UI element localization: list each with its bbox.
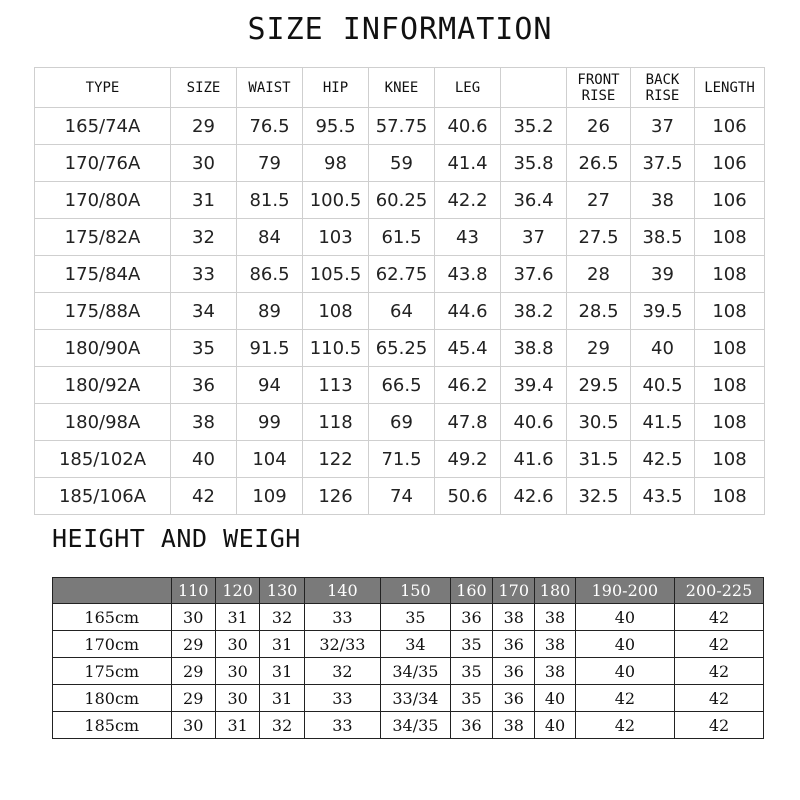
table-cell: 42	[675, 604, 764, 631]
table-cell: 57.75	[369, 108, 435, 145]
table-cell: 42	[171, 478, 237, 515]
size-column-header: BACK RISE	[631, 68, 695, 108]
table-cell: 32	[260, 604, 304, 631]
table-cell: 30	[215, 685, 259, 712]
table-cell: 31.5	[567, 441, 631, 478]
table-cell: 40	[535, 685, 575, 712]
table-cell: 28	[567, 256, 631, 293]
table-cell: 110.5	[303, 330, 369, 367]
table-cell: 95.5	[303, 108, 369, 145]
table-cell: 36.4	[501, 182, 567, 219]
table-cell: 74	[369, 478, 435, 515]
size-column-header: LENGTH	[695, 68, 765, 108]
size-column-header	[501, 68, 567, 108]
table-cell: 84	[237, 219, 303, 256]
table-cell: 65.25	[369, 330, 435, 367]
table-cell: 31	[260, 658, 304, 685]
table-cell: 29.5	[567, 367, 631, 404]
size-column-header: FRONT RISE	[567, 68, 631, 108]
table-cell: 175cm	[53, 658, 172, 685]
table-row	[35, 367, 765, 404]
table-cell: 105.5	[303, 256, 369, 293]
table-cell: 43.8	[435, 256, 501, 293]
table-cell: 165/74A	[35, 108, 171, 145]
table-row	[35, 219, 765, 256]
table-cell: 30	[215, 631, 259, 658]
table-cell: 42	[675, 658, 764, 685]
table-cell: 32/33	[304, 631, 380, 658]
weight-column-header: 110	[171, 578, 215, 604]
table-cell: 37	[631, 108, 695, 145]
table-cell: 31	[215, 712, 259, 739]
table-cell: 40	[535, 712, 575, 739]
table-cell: 76.5	[237, 108, 303, 145]
table-cell: 33/34	[380, 685, 450, 712]
table-cell: 175/82A	[35, 219, 171, 256]
table-cell: 35	[380, 604, 450, 631]
table-row	[53, 685, 764, 712]
table-cell: 30	[171, 604, 215, 631]
table-cell: 30	[171, 712, 215, 739]
table-cell: 42	[675, 685, 764, 712]
table-cell: 180/90A	[35, 330, 171, 367]
table-row	[35, 441, 765, 478]
table-cell: 35	[450, 631, 492, 658]
table-cell: 26	[567, 108, 631, 145]
table-cell: 40.6	[501, 404, 567, 441]
table-cell: 185/102A	[35, 441, 171, 478]
table-cell: 40	[575, 658, 674, 685]
table-cell: 180cm	[53, 685, 172, 712]
table-cell: 113	[303, 367, 369, 404]
table-cell: 108	[695, 330, 765, 367]
table-cell: 118	[303, 404, 369, 441]
table-cell: 30	[215, 658, 259, 685]
table-cell: 170/80A	[35, 182, 171, 219]
table-cell: 38	[535, 631, 575, 658]
table-cell: 31	[260, 631, 304, 658]
table-row	[35, 145, 765, 182]
table-cell: 35	[450, 658, 492, 685]
table-cell: 106	[695, 108, 765, 145]
table-cell: 34	[171, 293, 237, 330]
size-information-title: SIZE INFORMATION	[247, 12, 553, 47]
table-cell: 32	[304, 658, 380, 685]
table-cell: 29	[171, 658, 215, 685]
table-cell: 26.5	[567, 145, 631, 182]
size-column-header: TYPE	[35, 68, 171, 108]
table-cell: 175/84A	[35, 256, 171, 293]
table-row	[35, 293, 765, 330]
table-row	[53, 658, 764, 685]
table-cell: 71.5	[369, 441, 435, 478]
table-cell: 33	[304, 604, 380, 631]
table-row	[53, 631, 764, 658]
table-cell: 36	[493, 631, 535, 658]
weight-column-header: 170	[493, 578, 535, 604]
table-cell: 61.5	[369, 219, 435, 256]
size-information-table	[34, 67, 765, 515]
size-column-header: HIP	[303, 68, 369, 108]
table-cell: 42.6	[501, 478, 567, 515]
size-column-header: KNEE	[369, 68, 435, 108]
table-cell: 30.5	[567, 404, 631, 441]
table-cell: 29	[171, 108, 237, 145]
table-cell: 94	[237, 367, 303, 404]
table-cell: 27.5	[567, 219, 631, 256]
table-cell: 43.5	[631, 478, 695, 515]
table-cell: 100.5	[303, 182, 369, 219]
weight-column-header: 160	[450, 578, 492, 604]
table-cell: 31	[215, 604, 259, 631]
table-cell: 104	[237, 441, 303, 478]
table-cell: 40	[171, 441, 237, 478]
table-cell: 29	[171, 685, 215, 712]
weight-column-header: 140	[304, 578, 380, 604]
table-row	[35, 478, 765, 515]
table-cell: 108	[695, 256, 765, 293]
table-cell: 33	[171, 256, 237, 293]
table-cell: 36	[450, 712, 492, 739]
table-cell: 91.5	[237, 330, 303, 367]
table-cell: 34/35	[380, 712, 450, 739]
size-header-row	[35, 68, 765, 108]
table-cell: 99	[237, 404, 303, 441]
table-cell: 38.8	[501, 330, 567, 367]
table-cell: 37	[501, 219, 567, 256]
table-cell: 41.6	[501, 441, 567, 478]
table-cell: 36	[171, 367, 237, 404]
table-row	[35, 108, 765, 145]
table-cell: 38	[535, 604, 575, 631]
table-cell: 180/98A	[35, 404, 171, 441]
table-cell: 38	[631, 182, 695, 219]
table-cell: 50.6	[435, 478, 501, 515]
table-cell: 64	[369, 293, 435, 330]
table-cell: 108	[695, 478, 765, 515]
table-row	[53, 712, 764, 739]
table-cell: 31	[171, 182, 237, 219]
table-cell: 35	[171, 330, 237, 367]
table-cell: 108	[695, 293, 765, 330]
table-cell: 43	[435, 219, 501, 256]
table-cell: 42	[575, 685, 674, 712]
table-cell: 38.5	[631, 219, 695, 256]
table-cell: 126	[303, 478, 369, 515]
table-cell: 185/106A	[35, 478, 171, 515]
table-cell: 38.2	[501, 293, 567, 330]
table-cell: 60.25	[369, 182, 435, 219]
table-cell: 42.5	[631, 441, 695, 478]
table-cell: 49.2	[435, 441, 501, 478]
table-cell: 69	[369, 404, 435, 441]
weight-column-header	[53, 578, 172, 604]
table-cell: 40	[575, 604, 674, 631]
table-row	[35, 330, 765, 367]
table-cell: 30	[171, 145, 237, 182]
table-cell: 89	[237, 293, 303, 330]
table-cell: 42	[575, 712, 674, 739]
weight-column-header: 150	[380, 578, 450, 604]
table-cell: 40	[631, 330, 695, 367]
table-cell: 108	[695, 219, 765, 256]
table-row	[35, 182, 765, 219]
table-cell: 79	[237, 145, 303, 182]
table-cell: 66.5	[369, 367, 435, 404]
table-cell: 38	[493, 604, 535, 631]
height-weight-table	[52, 577, 764, 739]
table-cell: 62.75	[369, 256, 435, 293]
table-cell: 36	[450, 604, 492, 631]
table-cell: 32	[171, 219, 237, 256]
table-cell: 103	[303, 219, 369, 256]
table-cell: 81.5	[237, 182, 303, 219]
table-cell: 40.6	[435, 108, 501, 145]
table-cell: 42	[675, 712, 764, 739]
table-cell: 98	[303, 145, 369, 182]
table-cell: 42	[675, 631, 764, 658]
table-cell: 39	[631, 256, 695, 293]
table-cell: 29	[567, 330, 631, 367]
table-cell: 32.5	[567, 478, 631, 515]
table-cell: 175/88A	[35, 293, 171, 330]
table-cell: 165cm	[53, 604, 172, 631]
size-column-header: WAIST	[237, 68, 303, 108]
table-cell: 28.5	[567, 293, 631, 330]
table-cell: 34/35	[380, 658, 450, 685]
size-column-header: LEG	[435, 68, 501, 108]
weight-column-header: 120	[215, 578, 259, 604]
table-cell: 36	[493, 658, 535, 685]
table-cell: 46.2	[435, 367, 501, 404]
table-row	[35, 256, 765, 293]
table-cell: 29	[171, 631, 215, 658]
weight-column-header: 180	[535, 578, 575, 604]
table-cell: 33	[304, 712, 380, 739]
table-cell: 38	[493, 712, 535, 739]
table-cell: 180/92A	[35, 367, 171, 404]
table-cell: 59	[369, 145, 435, 182]
table-cell: 38	[171, 404, 237, 441]
table-row	[35, 404, 765, 441]
table-cell: 109	[237, 478, 303, 515]
table-cell: 41.5	[631, 404, 695, 441]
table-cell: 34	[380, 631, 450, 658]
table-cell: 37.6	[501, 256, 567, 293]
table-cell: 45.4	[435, 330, 501, 367]
table-cell: 39.4	[501, 367, 567, 404]
table-cell: 108	[695, 441, 765, 478]
table-cell: 185cm	[53, 712, 172, 739]
table-cell: 170/76A	[35, 145, 171, 182]
table-cell: 108	[695, 367, 765, 404]
table-cell: 41.4	[435, 145, 501, 182]
table-cell: 44.6	[435, 293, 501, 330]
table-cell: 106	[695, 182, 765, 219]
table-cell: 35	[450, 685, 492, 712]
table-cell: 32	[260, 712, 304, 739]
table-cell: 42.2	[435, 182, 501, 219]
table-cell: 31	[260, 685, 304, 712]
table-cell: 47.8	[435, 404, 501, 441]
table-cell: 40	[575, 631, 674, 658]
table-cell: 33	[304, 685, 380, 712]
table-cell: 108	[695, 404, 765, 441]
table-cell: 122	[303, 441, 369, 478]
height-and-weigh-title: HEIGHT AND WEIGH	[52, 524, 301, 553]
table-cell: 35.8	[501, 145, 567, 182]
weight-header-row	[53, 578, 764, 604]
table-cell: 108	[303, 293, 369, 330]
table-cell: 40.5	[631, 367, 695, 404]
table-cell: 39.5	[631, 293, 695, 330]
table-row	[53, 604, 764, 631]
table-cell: 35.2	[501, 108, 567, 145]
table-cell: 37.5	[631, 145, 695, 182]
table-cell: 106	[695, 145, 765, 182]
table-cell: 38	[535, 658, 575, 685]
weight-column-header: 130	[260, 578, 304, 604]
weight-column-header: 190-200	[575, 578, 674, 604]
table-cell: 27	[567, 182, 631, 219]
table-cell: 170cm	[53, 631, 172, 658]
table-cell: 86.5	[237, 256, 303, 293]
table-cell: 36	[493, 685, 535, 712]
weight-column-header: 200-225	[675, 578, 764, 604]
size-column-header: SIZE	[171, 68, 237, 108]
